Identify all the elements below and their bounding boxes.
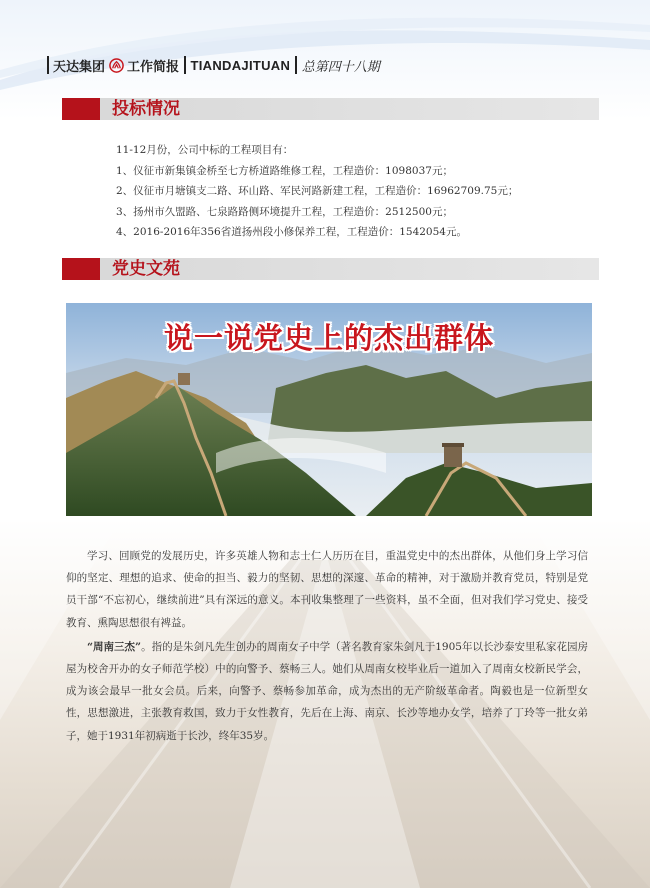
article-term-highlight: “周南三杰” <box>87 640 142 653</box>
header-group-name: 天达集团 <box>53 59 106 75</box>
header-separator <box>184 56 186 74</box>
header-brief-name: 工作简报 <box>127 59 180 75</box>
bid-section-header <box>62 98 599 120</box>
header-issue-number: 总第四十八期 <box>301 59 380 75</box>
header-latin-name: TIANDAJITUAN <box>190 57 291 73</box>
section-red-block <box>62 98 100 120</box>
article-body <box>66 545 588 749</box>
bid-item: 2、仪征市月塘镇支二路、环山路、军民河路新建工程，工程造价：16962709.75元； <box>116 185 519 197</box>
header-separator <box>295 56 297 74</box>
bid-item: 1、仪征市新集镇金桥至七方桥道路维修工程，工程造价：1098037元； <box>116 164 453 177</box>
article-paragraph: 学习、回顾党的发展历史，许多英雄人物和志士仁人历历在目，重温党史中的杰出群体，从他们身上学习信仰的坚定、理想的追求、使命的担当、毅力的坚韧、思想的深邃、革命的精神，对于激励并教育党员，特别是党员干部“不忘初心，继续前进”具有深远的意义。本刊收集整理了一些资料，虽不全面，但对我们学习党史、接受教育、熏陶思想很有裨益。 <box>66 550 588 629</box>
bid-section-title: 投标情况 <box>112 99 180 119</box>
section-red-block <box>62 258 100 280</box>
bid-item: 3、扬州市久盟路、七泉路路侧环境提升工程，工程造价：2512500元； <box>116 205 453 218</box>
banner-title: 说一说党史上的杰出群体 <box>163 321 494 355</box>
company-logo-icon <box>109 58 124 73</box>
great-wall-banner <box>66 303 592 516</box>
party-section-header <box>62 258 599 280</box>
bid-list <box>116 140 596 243</box>
party-section-title: 党史文苑 <box>112 259 180 279</box>
article-paragraph <box>66 636 588 747</box>
article-paragraph-text: 。指的是朱剑凡先生创办的周南女子中学（著名教育家朱剑凡于1905年以长沙泰安里私家花园房屋为校舍开办的女子师范学校）中的向警予、蔡畅三人。她们从周南女校毕业后一道加入了周南女校新民学会，成为该会最早一批女会员。后来，向警予、蔡畅参加革命，成为杰出的无产阶级革命者。陶毅也是一位新型女性，思想激进，主张教育救国，致力于女性教育，先后在上海、南京、长沙等地办女学，培养了丁玲等一批女弟子，她于1931年初病逝于长沙，终年35岁。 <box>66 640 588 742</box>
page-header <box>47 54 380 76</box>
header-bar <box>47 56 49 74</box>
bid-intro: 11-12月份，公司中标的工程项目有： <box>116 144 294 156</box>
bid-item: 4、2016-2016年356省道扬州段小修保养工程，工程造价：1542054元。 <box>116 226 467 238</box>
